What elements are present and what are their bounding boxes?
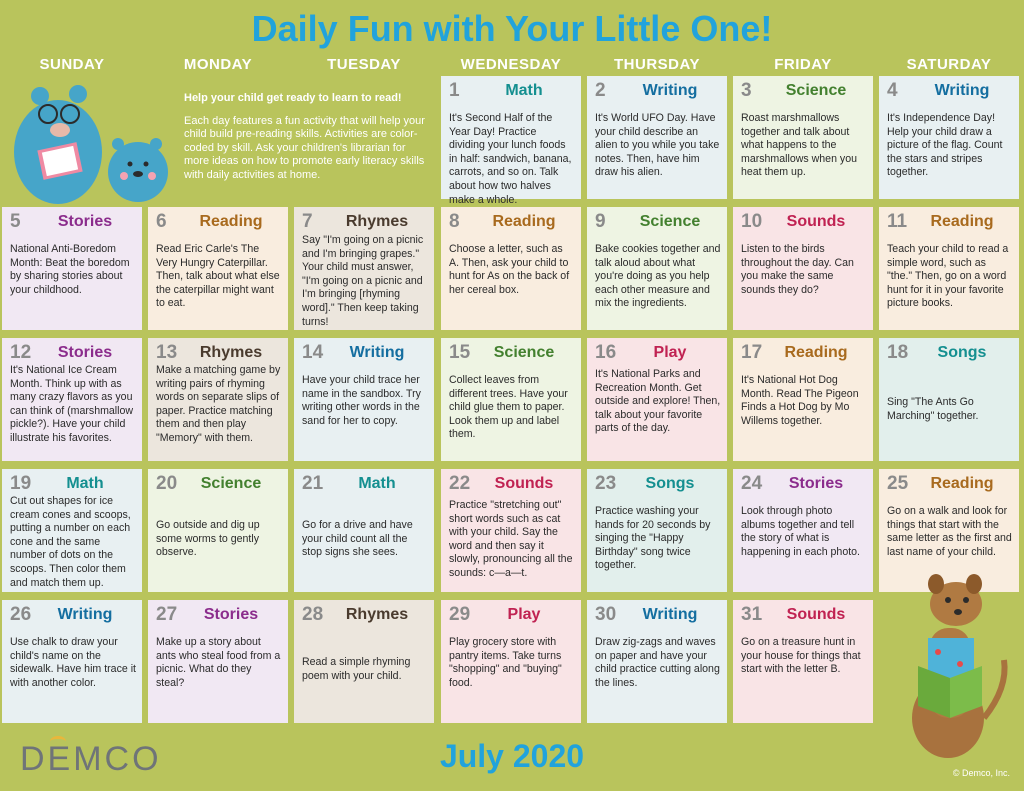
day-header-tuesday: TUESDAY xyxy=(327,56,401,73)
activity-text: Go outside and dig up some worms to gently observe. xyxy=(156,519,260,559)
day-number: 4 xyxy=(887,80,898,101)
dog-reading-illustration xyxy=(900,568,1018,764)
day-cell-28 xyxy=(294,600,434,723)
activity-text: Have your child trace her name in the sandbox. Try writing other words in the sand for her to copy. xyxy=(302,374,421,427)
day-number: 5 xyxy=(10,211,21,232)
activity-text: Go for a drive and have your child count all the stop signs she sees. xyxy=(302,519,413,559)
day-number: 2 xyxy=(595,80,606,101)
skill-label: Reading xyxy=(784,344,848,361)
activity-text: Play grocery store with pantry items. Take turns "shopping" and "buying" food. xyxy=(449,636,562,689)
day-cell-29 xyxy=(441,600,581,723)
day-number: 3 xyxy=(741,80,752,101)
skill-label: Writing xyxy=(57,606,113,623)
day-cell-30 xyxy=(587,600,727,723)
day-number: 28 xyxy=(302,604,324,625)
day-number: 6 xyxy=(156,211,167,232)
day-cell-14 xyxy=(294,338,434,461)
day-header-saturday: SATURDAY xyxy=(906,56,992,73)
activity-text: Sing "The Ants Go Marching" together. xyxy=(887,396,979,422)
skill-label: Reading xyxy=(199,213,263,230)
day-number: 17 xyxy=(741,342,763,363)
day-cell-21 xyxy=(294,469,434,592)
activity-text: Listen to the birds throughout the day. Can you make the same sounds they do? xyxy=(741,243,854,296)
day-cell-1 xyxy=(441,76,581,206)
skill-label: Sounds xyxy=(786,213,846,230)
activity-text: Go on a treasure hunt in your house for things that start with the letter B. xyxy=(741,636,861,676)
skill-label: Reading xyxy=(930,213,994,230)
skill-label: Stories xyxy=(57,344,113,361)
day-number: 29 xyxy=(449,604,471,625)
skill-label: Math xyxy=(66,475,104,492)
day-cell-27 xyxy=(148,600,288,723)
day-number: 31 xyxy=(741,604,763,625)
day-number: 30 xyxy=(595,604,617,625)
activity-text: Practice "stretching out" short words such as cat with your child. Say the word and then say it slowly, pronouncing all the sounds: c—a—t. xyxy=(449,499,573,579)
day-cell-13 xyxy=(148,338,288,461)
activity-text: Look through photo albums together and tell the story of what is happening in each photo. xyxy=(741,505,860,558)
day-cell-31 xyxy=(733,600,873,723)
activity-text: It's National Ice Cream Month. Think up with as many crazy flavors as you can think of (marshmallow pickle?). Have your child illustrate his favorites. xyxy=(10,364,134,444)
activity-text: Read a simple rhyming poem with your child. xyxy=(302,656,411,682)
skill-label: Stories xyxy=(788,475,844,492)
day-cell-16 xyxy=(587,338,727,461)
day-cell-8 xyxy=(441,207,581,330)
day-cell-2 xyxy=(587,76,727,199)
day-number: 7 xyxy=(302,211,313,232)
day-cell-24 xyxy=(733,469,873,592)
day-cell-19 xyxy=(2,469,142,592)
activity-text: Draw zig-zags and waves on paper and have your child practice cutting along the lines. xyxy=(595,636,720,689)
day-number: 25 xyxy=(887,473,909,494)
day-number: 9 xyxy=(595,211,606,232)
day-cell-10 xyxy=(733,207,873,330)
copyright: © Demco, Inc. xyxy=(952,768,1010,778)
day-header-sunday: SUNDAY xyxy=(39,56,105,73)
day-cell-4 xyxy=(879,76,1019,199)
day-number: 16 xyxy=(595,342,617,363)
calendar-title: Daily Fun with Your Little One! xyxy=(251,8,773,49)
day-number: 27 xyxy=(156,604,178,625)
skill-label: Science xyxy=(200,475,262,492)
activity-text: National Anti-Boredom Month: Beat the boredom by sharing stories about your childhood. xyxy=(10,243,130,296)
skill-label: Science xyxy=(493,344,555,361)
skill-label: Play xyxy=(653,344,687,361)
activity-text: Use chalk to draw your child's name on the sidewalk. Have him trace it with another color. xyxy=(10,636,136,689)
day-number: 15 xyxy=(449,342,471,363)
skill-label: Reading xyxy=(492,213,556,230)
day-cell-22 xyxy=(441,469,581,592)
day-number: 11 xyxy=(887,211,908,232)
activity-text: Make a matching game by writing pairs of rhyming words on separate slips of paper. Practice matching them and then play "Memory" with them. xyxy=(156,364,281,444)
skill-label: Math xyxy=(505,82,543,99)
day-number: 18 xyxy=(887,342,909,363)
skill-label: Rhymes xyxy=(199,344,263,361)
day-cell-17 xyxy=(733,338,873,461)
intro-headline: Help your child get ready to learn to read! xyxy=(184,92,402,104)
activity-text: Read Eric Carle's The Very Hungry Caterpillar. Then, talk about what else the caterpillar might want to eat. xyxy=(156,243,280,310)
activity-text: It's National Parks and Recreation Month. Get outside and explore! Then, talk about your favorite parts of the day. xyxy=(595,368,721,435)
activity-text: Collect leaves from different trees. Have your child glue them to paper. Look them up and label them. xyxy=(449,374,568,441)
activity-text: Practice washing your hands for 20 seconds by singing the "Happy Birthday" song twice together. xyxy=(595,505,711,572)
day-number: 10 xyxy=(741,211,763,232)
day-cell-6 xyxy=(148,207,288,330)
day-cell-20 xyxy=(148,469,288,592)
bears-illustration xyxy=(6,74,176,206)
skill-label: Songs xyxy=(937,344,987,361)
intro-text xyxy=(184,92,432,182)
activity-text: Say "I'm going on a picnic and I'm bringing grapes." Your child must answer, "I'm going on a picnic and I'm bringing [rhyming word]." Then keep taking turns! xyxy=(302,234,424,328)
intro-body: Each day features a fun activity that will help your child build pre-reading skills. Activities are color-coded by skill. Ask your children's librarian for more ideas on how to promote early literacy skills with daily activities at home. xyxy=(184,114,425,181)
activity-text: It's World UFO Day. Have your child describe an alien to you while you take notes. Then, have him draw his alien. xyxy=(595,112,720,179)
day-number: 21 xyxy=(302,473,324,494)
day-cell-15 xyxy=(441,338,581,461)
day-number: 26 xyxy=(10,604,32,625)
day-cell-3 xyxy=(733,76,873,199)
skill-label: Stories xyxy=(203,606,259,623)
activity-text: Bake cookies together and talk aloud about what you're doing as you help each other measure and mix the ingredients. xyxy=(595,243,721,310)
skill-label: Writing xyxy=(642,82,698,99)
skill-label: Writing xyxy=(349,344,405,361)
day-cell-12 xyxy=(2,338,142,461)
day-number: 8 xyxy=(449,211,460,232)
day-number: 24 xyxy=(741,473,763,494)
skill-label: Reading xyxy=(930,475,994,492)
day-cell-7 xyxy=(294,207,434,330)
day-header-monday: MONDAY xyxy=(183,56,253,73)
day-cell-9 xyxy=(587,207,727,330)
skill-label: Science xyxy=(785,82,847,99)
activity-text: Roast marshmallows together and talk about what happens to the marshmallows when you heat them up. xyxy=(741,112,857,179)
day-number: 23 xyxy=(595,473,617,494)
skill-label: Stories xyxy=(57,213,113,230)
month-label: July 2020 xyxy=(439,738,585,774)
skill-label: Writing xyxy=(934,82,990,99)
skill-label: Rhymes xyxy=(345,213,409,230)
day-cell-18 xyxy=(879,338,1019,461)
day-header-thursday: THURSDAY xyxy=(614,56,700,73)
day-number: 1 xyxy=(449,80,460,101)
activity-text: It's Independence Day! Help your child draw a picture of the flag. Count the stars and stripes together. xyxy=(887,112,1003,179)
activity-text: Teach your child to read a simple word, such as "the." Then, go on a word hunt for it in your favorite picture books. xyxy=(887,243,1009,310)
day-cell-23 xyxy=(587,469,727,592)
day-header-friday: FRIDAY xyxy=(774,56,832,73)
day-cell-5 xyxy=(2,207,142,330)
skill-label: Sounds xyxy=(786,606,846,623)
day-number: 12 xyxy=(10,342,32,363)
day-header-wednesday: WEDNESDAY xyxy=(460,56,562,73)
skill-label: Rhymes xyxy=(345,606,409,623)
day-cell-11 xyxy=(879,207,1019,330)
day-number: 22 xyxy=(449,473,471,494)
day-number: 20 xyxy=(156,473,178,494)
day-number: 14 xyxy=(302,342,324,363)
activity-text: Cut out shapes for ice cream cones and scoops, putting a number on each cone and the same number of dots on the scoops. Then color them and match them up. xyxy=(10,495,131,589)
skill-label: Play xyxy=(507,606,541,623)
activity-text: Choose a letter, such as A. Then, ask your child to hunt for As on the back of her cereal box. xyxy=(449,243,570,296)
skill-label: Science xyxy=(639,213,701,230)
day-number: 19 xyxy=(10,473,32,494)
skill-label: Writing xyxy=(642,606,698,623)
skill-label: Sounds xyxy=(494,475,554,492)
activity-text: It's Second Half of the Year Day! Practice dividing your lunch foods in half: sandwich, banana, carrots, and so on. Talk about how two halves make a whole. xyxy=(449,112,572,206)
skill-label: Songs xyxy=(645,475,695,492)
day-cell-26 xyxy=(2,600,142,723)
day-number: 13 xyxy=(156,342,178,363)
logo-text: DEMCO xyxy=(20,740,162,778)
activity-text: Make up a story about ants who steal food from a picnic. What do they steal? xyxy=(156,636,281,689)
activity-text: Go on a walk and look for things that start with the same letter as the first and last name of your child. xyxy=(887,505,1012,558)
activity-text: It's National Hot Dog Month. Read The Pigeon Finds a Hot Dog by Mo Willems together. xyxy=(741,374,859,427)
skill-label: Math xyxy=(358,475,396,492)
